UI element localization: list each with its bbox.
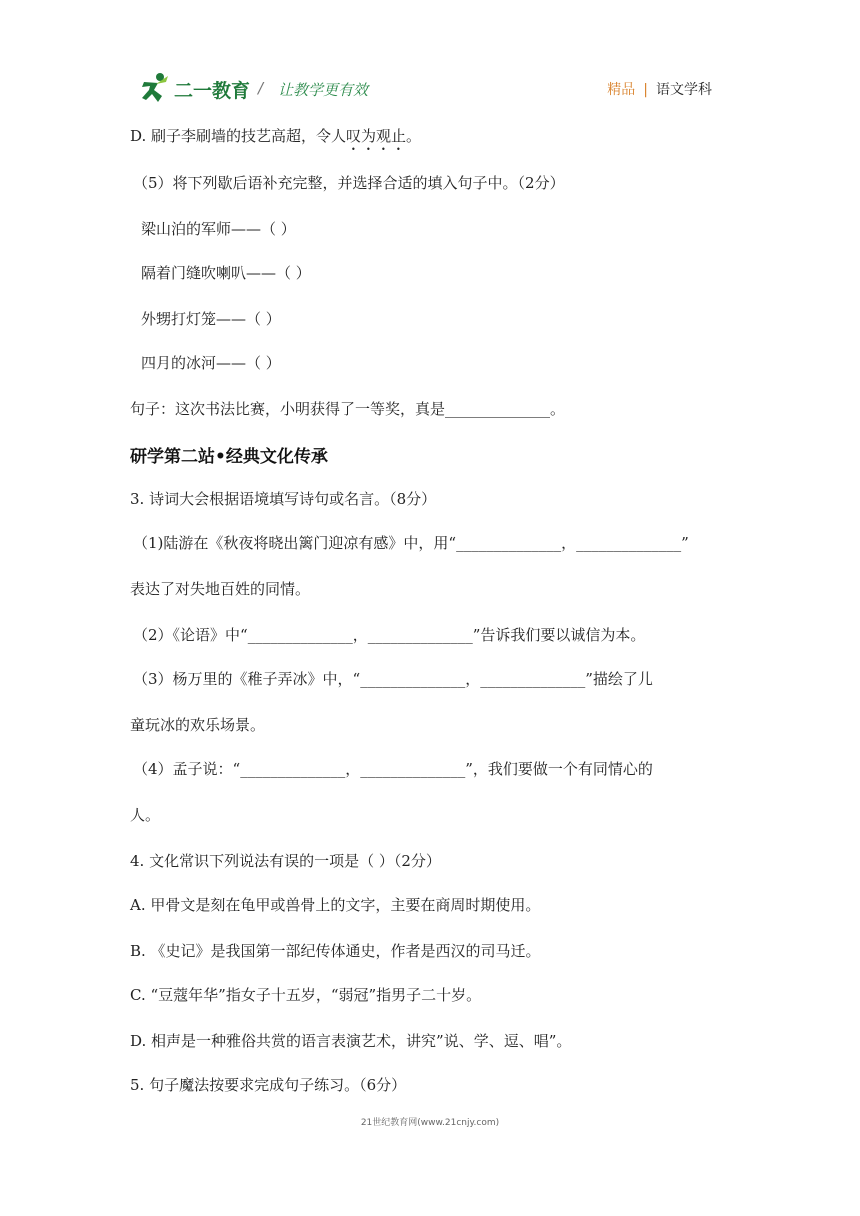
page-footer: 21世纪教育网(www.21cnjy.com) [360, 1118, 500, 1128]
question-3-4a: （4）孟子说：“______________，______________”，我们要做一个有同情心的 [133, 760, 653, 778]
option-d-suffix: 。 [406, 127, 422, 145]
xiehouyu-2: 隔着门缝吹喇叭——（ ） [141, 264, 311, 282]
question-3: 3. 诗词大会根据语境填写诗句或名言。（8分） [130, 490, 437, 508]
option-d-line [130, 125, 421, 154]
question-4: 4. 文化常识下列说法有误的一项是（ ）（2分） [130, 852, 441, 870]
option-d-prefix: D. 刷子李刷墙的技艺高超，令人 [130, 127, 347, 145]
xiehouyu-1: 梁山泊的军师——（ ） [141, 220, 296, 238]
xiehouyu-4: 四月的冰河——（ ） [141, 354, 281, 372]
question-3-1a: （1)陆游在《秋夜将晓出篱门迎凉有感》中，用“______________，______________” [133, 534, 689, 552]
xiehouyu-3: 外甥打灯笼——（ ） [141, 310, 281, 328]
fill-sentence: 句子：这次书法比赛，小明获得了一等奖，真是______________。 [130, 400, 566, 418]
option-d-emphasis: 叹为观止 [346, 127, 407, 145]
question-5: 5. 句子魔法按要求完成句子练习。（6分） [130, 1076, 407, 1094]
question-5-sub: （5）将下列歇后语补充完整，并选择合适的填入句子中。（2分） [133, 174, 565, 192]
question-3-3b: 童玩冰的欢乐场景。 [130, 716, 266, 734]
question-3-4b: 人。 [130, 806, 161, 824]
question-3-1b: 表达了对失地百姓的同情。 [130, 580, 311, 598]
question-4-option-d: D. 相声是一种雅俗共赏的语言表演艺术，讲究”说、学、逗、唱”。 [130, 1032, 572, 1050]
running-figure-logo-icon [136, 72, 170, 104]
brand-name: 二一教育 [174, 80, 251, 102]
subject-label: 语文学科 [656, 82, 712, 98]
question-3-2: （2）《论语》中“______________，______________”告诉我们要以诚信为本。 [133, 626, 646, 644]
subject-badge [607, 79, 712, 99]
badge-separator: | [643, 82, 648, 98]
section-title: 研学第二站•经典文化传承 [130, 447, 328, 467]
header-divider: / [258, 79, 264, 97]
badge-label: 精品 [607, 82, 636, 98]
question-4-option-a: A. 甲骨文是刻在龟甲或兽骨上的文字，主要在商周时期使用。 [130, 896, 541, 914]
question-4-option-b: B. 《史记》是我国第一部纪传体通史，作者是西汉的司马迁。 [130, 942, 541, 960]
tagline: 让教学更有效 [278, 81, 369, 99]
question-3-3a: （3）杨万里的《稚子弄冰》中，“______________，______________”描绘了儿 [133, 670, 653, 688]
page-header [132, 68, 732, 108]
question-4-option-c: C. “豆蔻年华”指女子十五岁，“弱冠”指男子二十岁。 [130, 986, 482, 1004]
